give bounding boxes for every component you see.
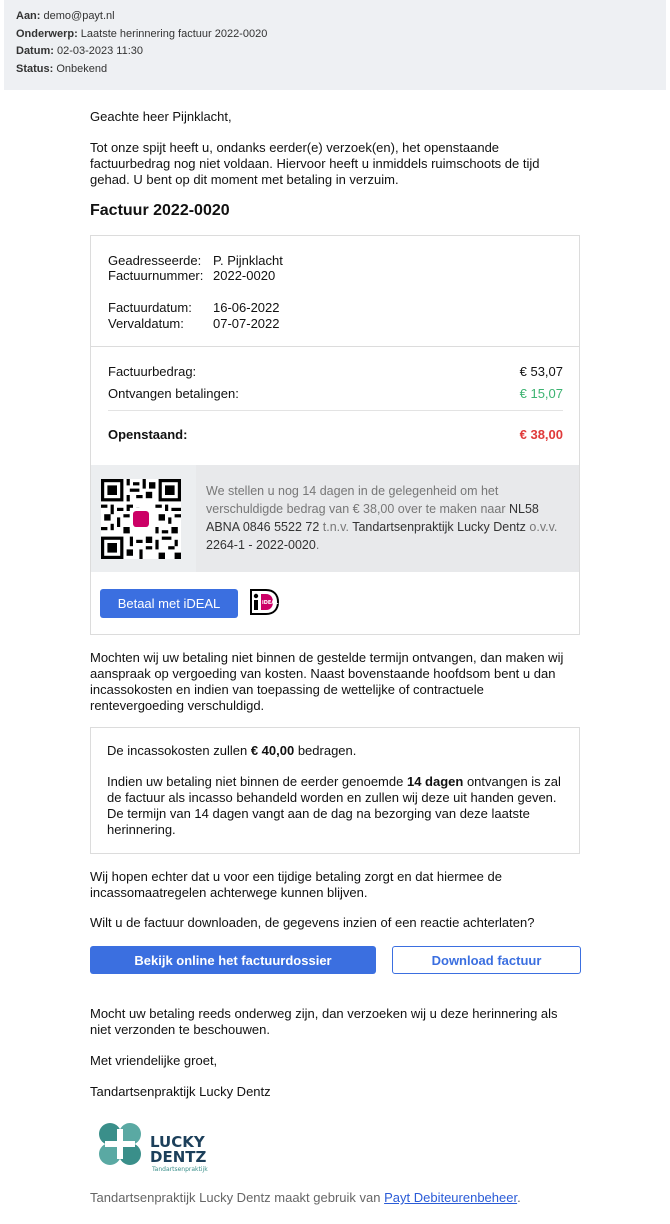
invoice-date-row: Factuurdatum: 16-06-2022 — [108, 300, 280, 315]
footer: Tandartsenpraktijk Lucky Dentz maakt gebruik van Payt Debiteurenbeheer. — [90, 1190, 521, 1205]
company-logo — [96, 1120, 226, 1175]
intro-paragraph: Tot onze spijt heeft u, ondanks eerder(e) verzoek(en), het openstaande factuurbedrag nog niet voldaan. Hiervoor heeft u inmiddels ruimschoots de tijd gehad. U bent op dit moment met betaling in verzuim. — [90, 140, 540, 187]
divider — [108, 410, 563, 411]
payment-instructions: We stellen u nog 14 dagen in de gelegenheid om het verschuldigde bedrag van € 38,00 over te maken naar NL58 ABNA 0846 5522 72 t.n.v. Tandartsenpraktijk Lucky Dentz o.v.v. 2264-1 - 2022-0020. — [196, 465, 579, 572]
qr-code-icon — [101, 479, 181, 559]
status-line: Status: Onbekend — [16, 62, 108, 75]
subject-line: Onderwerp: Laatste herinnering factuur 2022-0020 — [16, 27, 268, 40]
regards: Met vriendelijke groet, — [90, 1053, 218, 1068]
email-header — [4, 0, 666, 90]
date-line: Datum: 02-03-2023 11:30 — [16, 45, 143, 57]
view-dossier-button[interactable]: Bekijk online het factuurdossier — [90, 946, 376, 974]
date-value: 02-03-2023 11:30 — [56, 45, 143, 57]
collection-box — [90, 727, 580, 854]
iban: NL58 ABNA 0846 5522 72 — [206, 502, 539, 534]
due-date-row: Vervaldatum: 07-07-2022 — [108, 316, 280, 331]
ideal-logo-text: iDEAL — [262, 600, 279, 606]
hope-paragraph: Wij hopen echter dat u voor een tijdige betaling zorgt en dat hiermee de incassomaatregelen achterwege kunnen blijven. — [90, 869, 502, 900]
payt-link[interactable]: Payt Debiteurenbeheer — [384, 1190, 518, 1205]
invoice-number-row: Factuurnummer: 2022-0020 — [108, 268, 276, 283]
payment-reference: 2264-1 - 2022-0020 — [206, 538, 316, 552]
collection-costs: De incassokosten zullen € 40,00 bedragen. — [107, 743, 357, 758]
status-value: Onbekend — [56, 62, 108, 75]
clover-logo-icon — [96, 1120, 226, 1175]
greeting: Geachte heer Pijnklacht, — [90, 109, 232, 124]
question-paragraph: Wilt u de factuur downloaden, de gegevens inzien of een reactie achterlaten? — [90, 915, 535, 930]
warning-paragraph: Mochten wij uw betaling niet binnen de gestelde termijn ontvangen, dan maken wij aanspraak op vergoeding van kosten. Naast bovenstaande hoofdsom bent u dan incassokosten en indien van toepassing de wettelijke of contractuele rentevergoeding verschuldigd. — [90, 650, 564, 713]
subject-value: Laatste herinnering factuur 2022-0020 — [80, 27, 268, 40]
invoice-title: Factuur 2022-0020 — [90, 202, 230, 219]
amount-row: Factuurbedrag: € 53,07 — [108, 364, 563, 379]
payment-block — [91, 465, 579, 572]
pay-ideal-button[interactable]: Betaal met iDEAL — [100, 589, 238, 618]
received-row: Ontvangen betalingen: € 15,07 — [108, 386, 563, 401]
addressee-row: Geadresseerde: P. Pijnklacht — [108, 253, 283, 268]
download-invoice-button[interactable]: Download factuur — [392, 946, 581, 974]
to-value: demo@payt.nl — [43, 10, 115, 22]
invoice-card — [90, 235, 580, 635]
ideal-logo-icon — [249, 589, 279, 615]
to-line: Aan: demo@payt.nl — [16, 10, 115, 22]
qr-code[interactable] — [101, 479, 181, 559]
sender-name: Tandartsenpraktijk Lucky Dentz — [90, 1084, 271, 1099]
divider — [91, 346, 579, 347]
svg-text:DENTZ: DENTZ — [150, 1148, 207, 1166]
already-paid-paragraph: Mocht uw betaling reeds onderweg zijn, dan verzoeken wij u deze herinnering als niet verzonden te beschouwen. — [90, 1006, 558, 1037]
svg-text:Tandartsenpraktijk: Tandartsenpraktijk — [152, 1166, 208, 1173]
svg-text:LUCKY: LUCKY — [150, 1133, 205, 1151]
collection-terms: Indien uw betaling niet binnen de eerder genoemde 14 dagen ontvangen is zal de factuur als incasso behandeld worden en zullen wij deze uit handen geven. De termijn van 14 dagen vangt aan de dag na bezorging van deze laatste herinnering. — [107, 774, 561, 837]
open-amount-row: Openstaand: € 38,00 — [108, 427, 563, 442]
